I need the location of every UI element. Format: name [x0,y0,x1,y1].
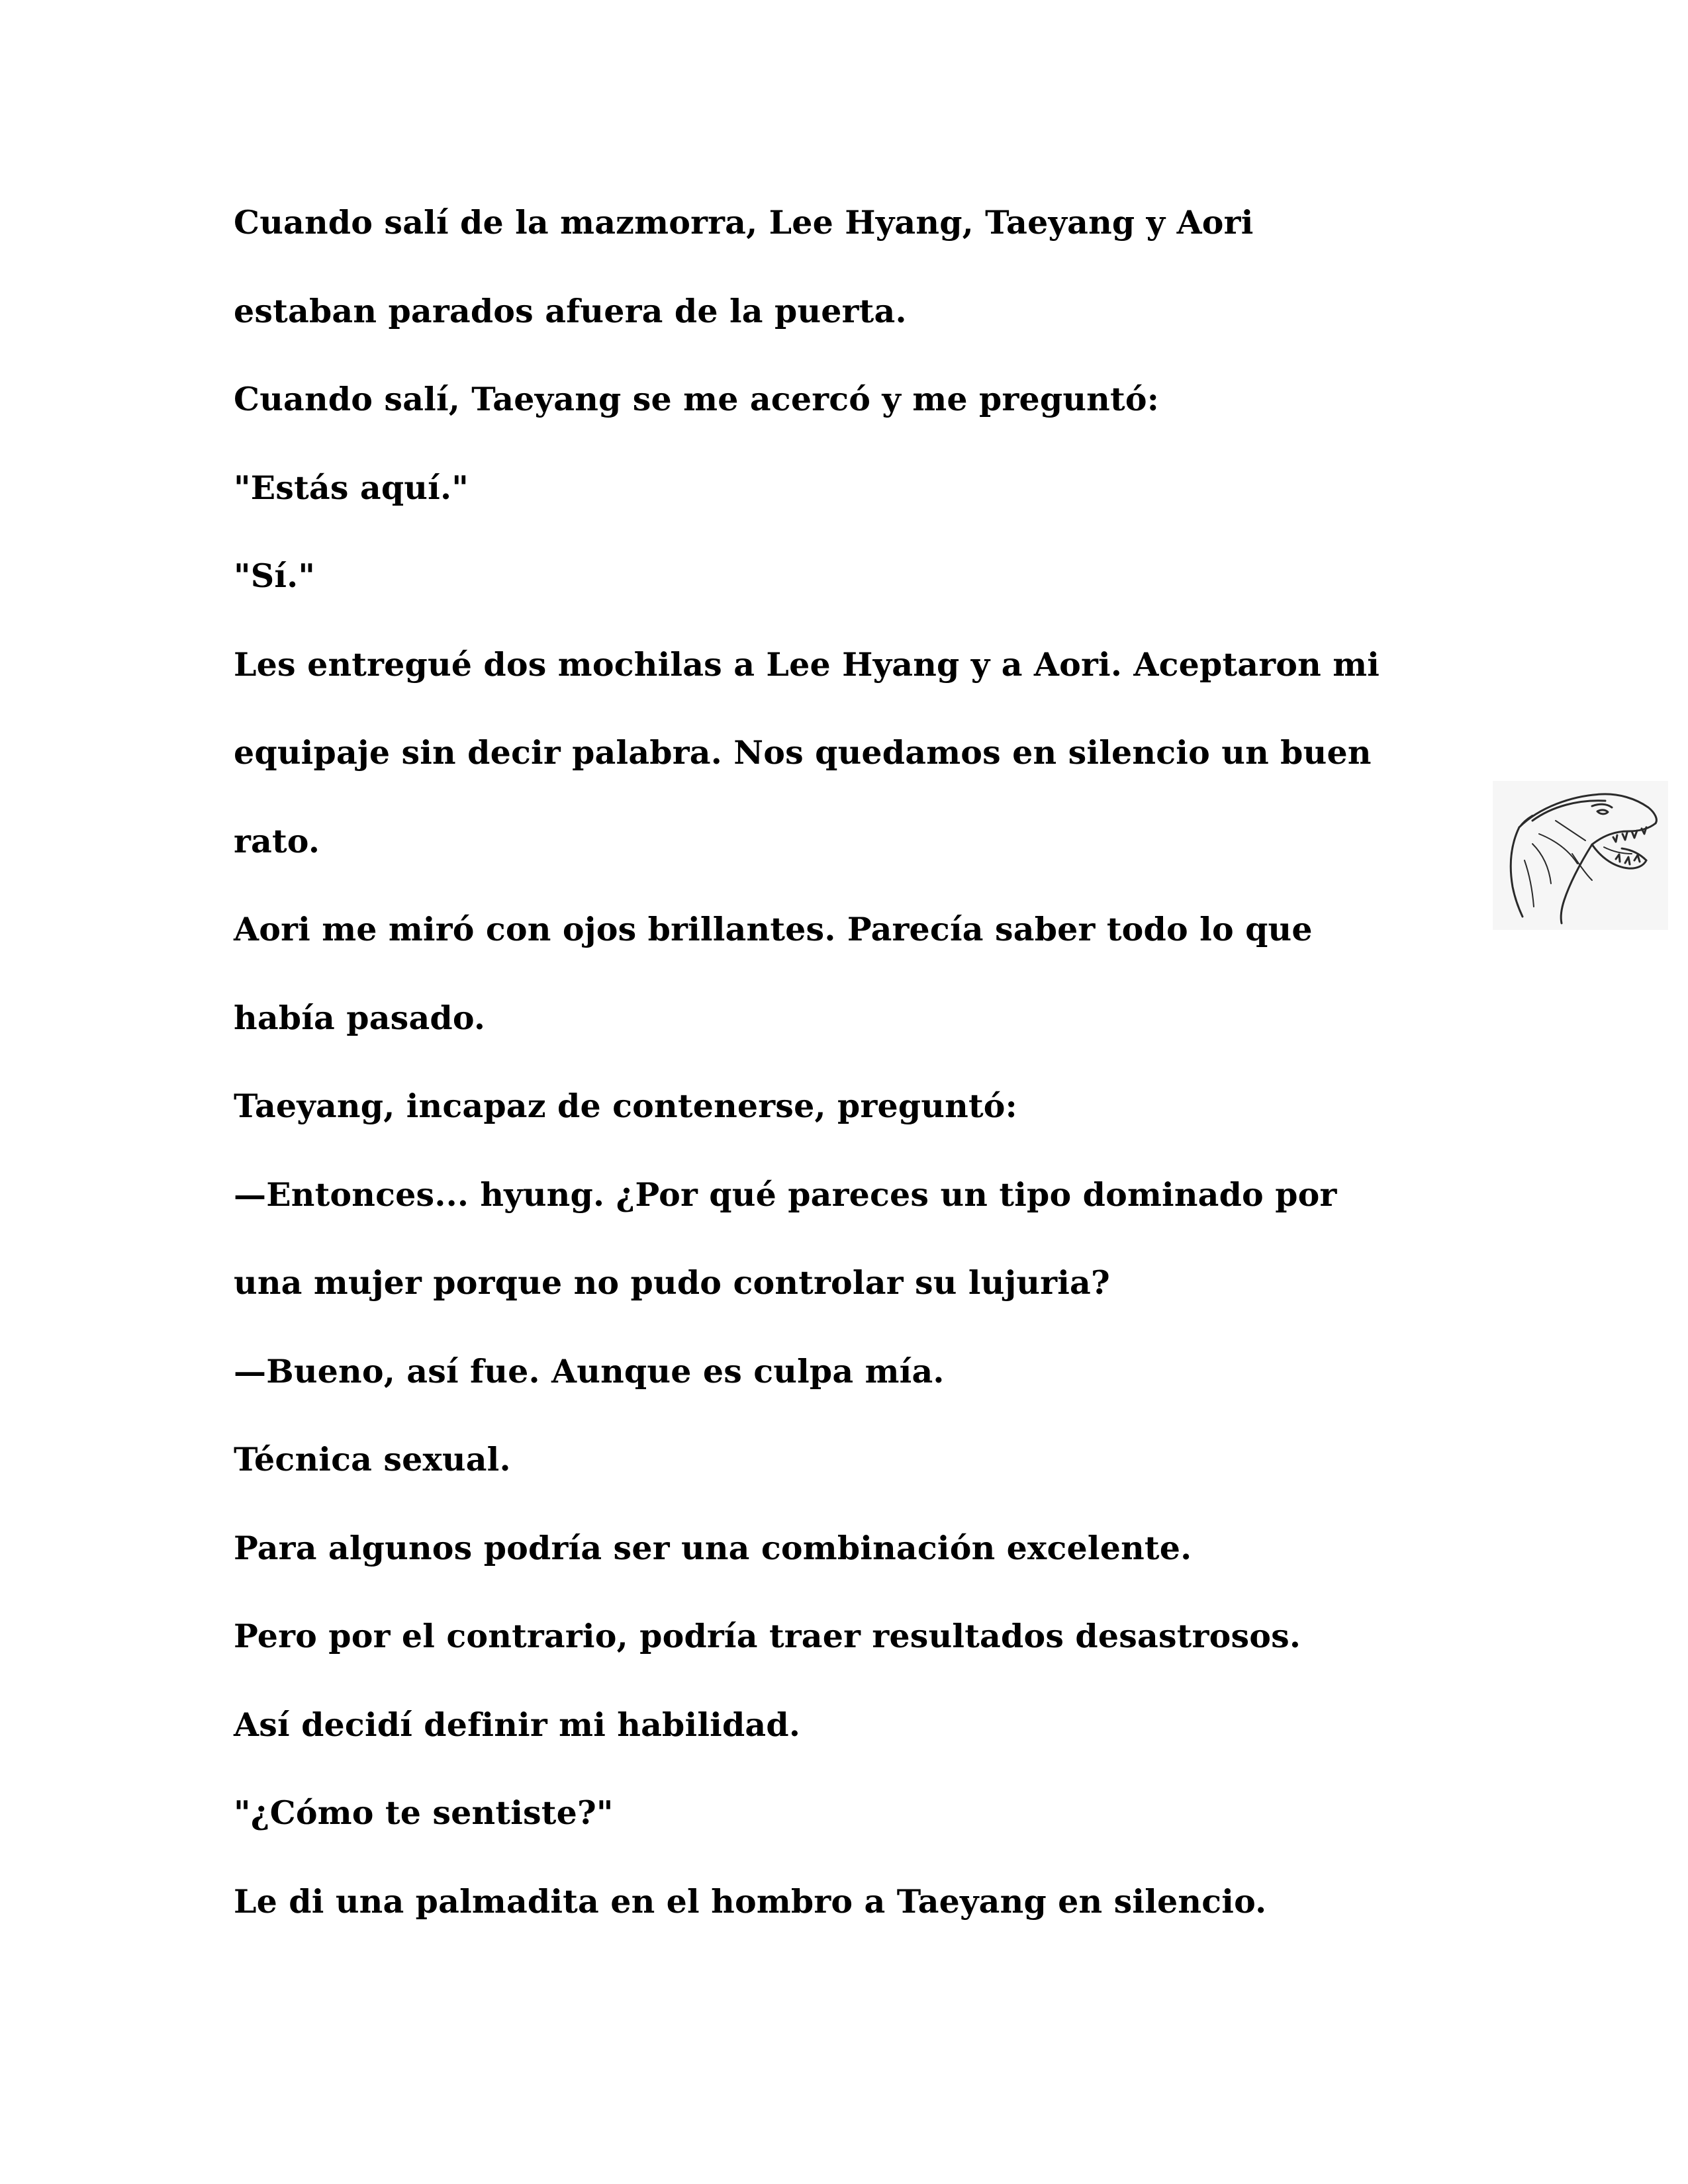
text-line: Aori me miró con ojos brillantes. Parecía saber todo lo que [234,910,1313,948]
text-line: había pasado. [234,998,486,1037]
text-line: Para algunos podría ser una combinación excelente. [234,1528,1192,1567]
text-line: Técnica sexual. [234,1440,511,1479]
text-line: "¿Cómo te sentiste?" [234,1794,614,1832]
text-line: Le di una palmadita en el hombro a Taeyang en silencio. [234,1882,1267,1921]
text-line: "Estás aquí." [234,468,469,507]
text-line: Así decidí definir mi habilidad. [234,1705,801,1744]
text-line: Cuando salí de la mazmorra, Lee Hyang, Taeyang y Aori [234,203,1254,242]
text-line: Les entregué dos mochilas a Lee Hyang y a Aori. Aceptaron mi [234,645,1380,684]
text-line: rato. [234,821,320,860]
text-line: Pero por el contrario, podría traer resultados desastrosos. [234,1617,1301,1655]
text-line: "Sí." [234,557,316,595]
text-line: —Bueno, así fue. Aunque es culpa mía. [234,1351,945,1390]
text-line: equipaje sin decir palabra. Nos quedamos en silencio un buen [234,733,1372,772]
body-text [234,179,1491,1946]
dinosaur-head-icon [1493,781,1668,930]
dinosaur-sketch [1493,781,1668,930]
text-line: estaban parados afuera de la puerta. [234,291,907,330]
text-line: —Entonces... hyung. ¿Por qué pareces un tipo dominado por [234,1175,1337,1214]
text-line: Cuando salí, Taeyang se me acercó y me preguntó: [234,380,1159,418]
text-line: Taeyang, incapaz de contenerse, preguntó: [234,1087,1017,1125]
text-line: una mujer porque no pudo controlar su lujuria? [234,1263,1110,1302]
